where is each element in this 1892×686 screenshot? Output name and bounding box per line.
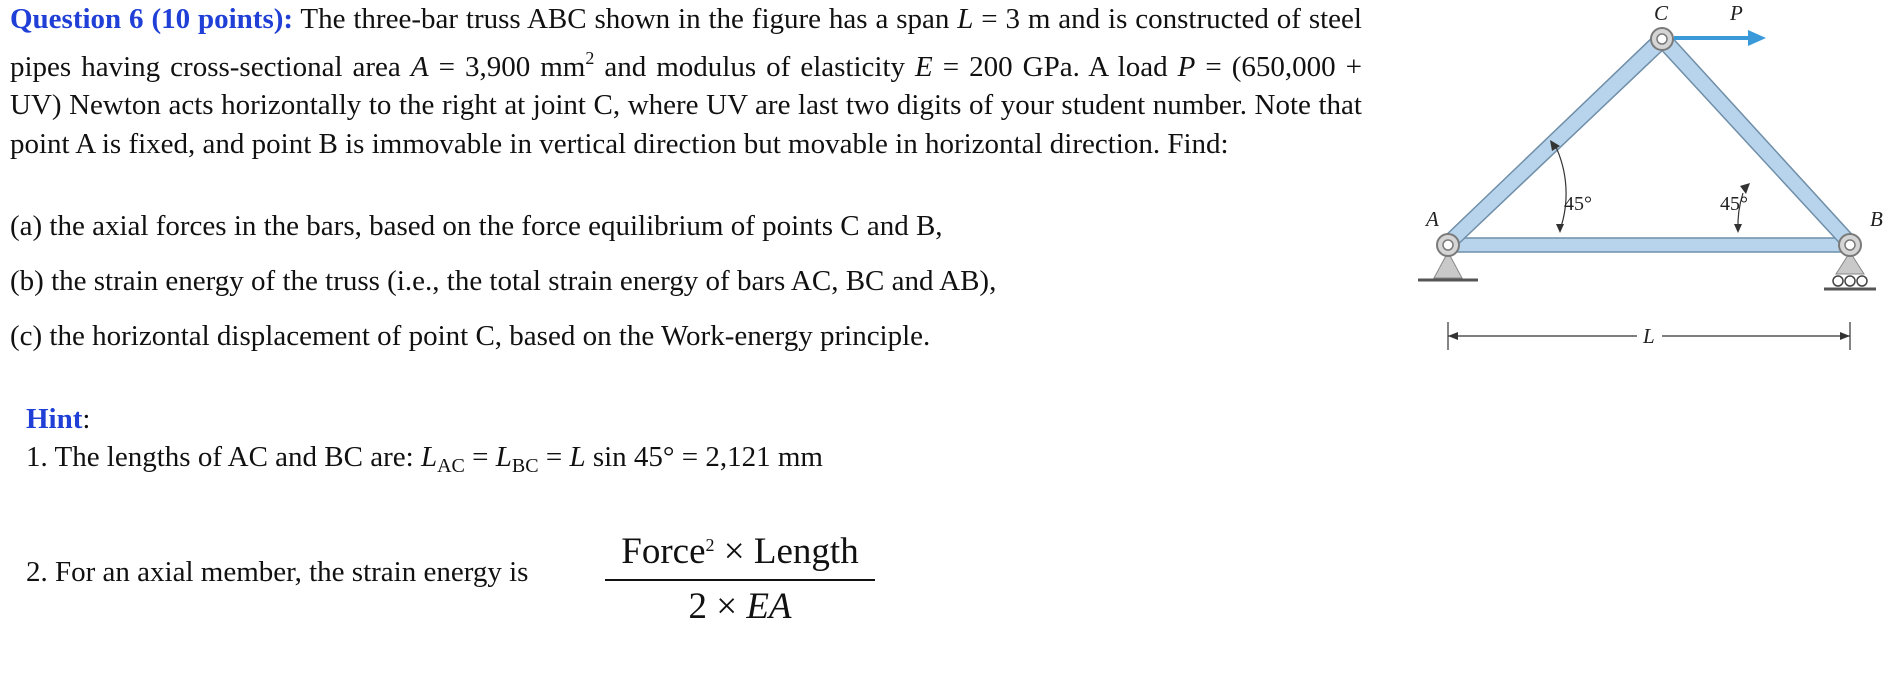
hint1-L: L [569,441,586,473]
denominator-ea: EA [746,586,792,627]
question-text-6: = (650,000 + UV) Newton acts horizontally to the right at joint C, where UV are last two digits of your student number. Note that point A is fixed, and point B is immovable in vertical direction but movable in horizontal direction. Find: [10,50,1362,160]
question-paragraph [10,0,1362,163]
span-symbol: L [957,3,974,35]
label-l: L [1643,324,1655,348]
roller-1 [1833,276,1843,286]
hint1-sub-ac: AC [437,455,465,477]
question-text-1: The three-bar truss ABC shown in the figure has a span [293,3,958,35]
question-text-4: and modulus of elasticity [594,50,916,83]
load-symbol: P [1177,50,1196,83]
area-exponent: 2 [585,47,595,68]
dim-arrow-right [1840,332,1850,340]
hint1-suffix: sin 45° = 2,121 mm [585,441,823,473]
fraction-denominator [605,581,875,628]
hint1-L-bc: L [495,441,512,473]
denominator-two: 2 × [688,586,747,627]
numerator-length: × Length [714,531,859,572]
question-text-3: = 3,900 mm [428,50,586,83]
item-b: (b) the strain energy of the truss (i.e., the total strain energy of bars AC, BC and AB), [10,265,997,297]
question-text-2: = 3 m and is constructed of steel pipes having cross-sectional area [10,3,1362,83]
member-ab [1448,238,1850,252]
pin-b-inner [1845,240,1855,250]
question-text-5: = 200 GPa. A load [932,50,1178,83]
strain-energy-fraction [605,530,875,628]
truss-figure [1400,0,1892,380]
hint-line-1 [26,441,823,478]
hint-colon: : [82,403,91,435]
hint-line-2: 2. For an axial member, the strain energy is [26,556,529,588]
pin-c-inner [1657,34,1667,44]
angle-arrow-right-bottom [1734,224,1742,233]
label-b: B [1870,207,1883,231]
angle-label-left: 45° [1564,193,1592,215]
hint1-eq2: = [538,441,570,473]
hint1-sub-bc: BC [511,455,539,477]
question-heading: Question 6 (10 points): [10,3,294,35]
hint-title [26,403,90,436]
angle-label-right: 45° [1720,193,1748,215]
pin-a-inner [1443,240,1453,250]
item-c: (c) the horizontal displacement of point C, based on the Work-energy principle. [10,320,931,352]
fraction-numerator [605,530,875,581]
angle-arrow-left-bottom [1556,224,1564,233]
roller-3 [1857,276,1867,286]
label-c: C [1654,1,1669,25]
angle-arc-left [1555,145,1566,230]
hint-label: Hint [26,403,83,435]
hint1-eq1: = [464,441,496,473]
roller-2 [1845,276,1855,286]
member-ac [1441,33,1668,250]
member-bc [1657,33,1857,250]
hint1-prefix: 1. The lengths of AC and BC are: [26,441,421,473]
label-a: A [1426,207,1439,231]
label-p: P [1730,1,1743,25]
numerator-force: Force [621,531,706,572]
dim-arrow-left [1448,332,1458,340]
hint1-L-ac: L [420,441,438,473]
item-a: (a) the axial forces in the bars, based on the force equilibrium of points C and B, [10,210,943,242]
modulus-symbol: E [915,50,933,83]
load-arrow-head [1748,30,1766,46]
area-symbol: A [410,50,429,83]
numerator-exponent: 2 [705,535,715,555]
